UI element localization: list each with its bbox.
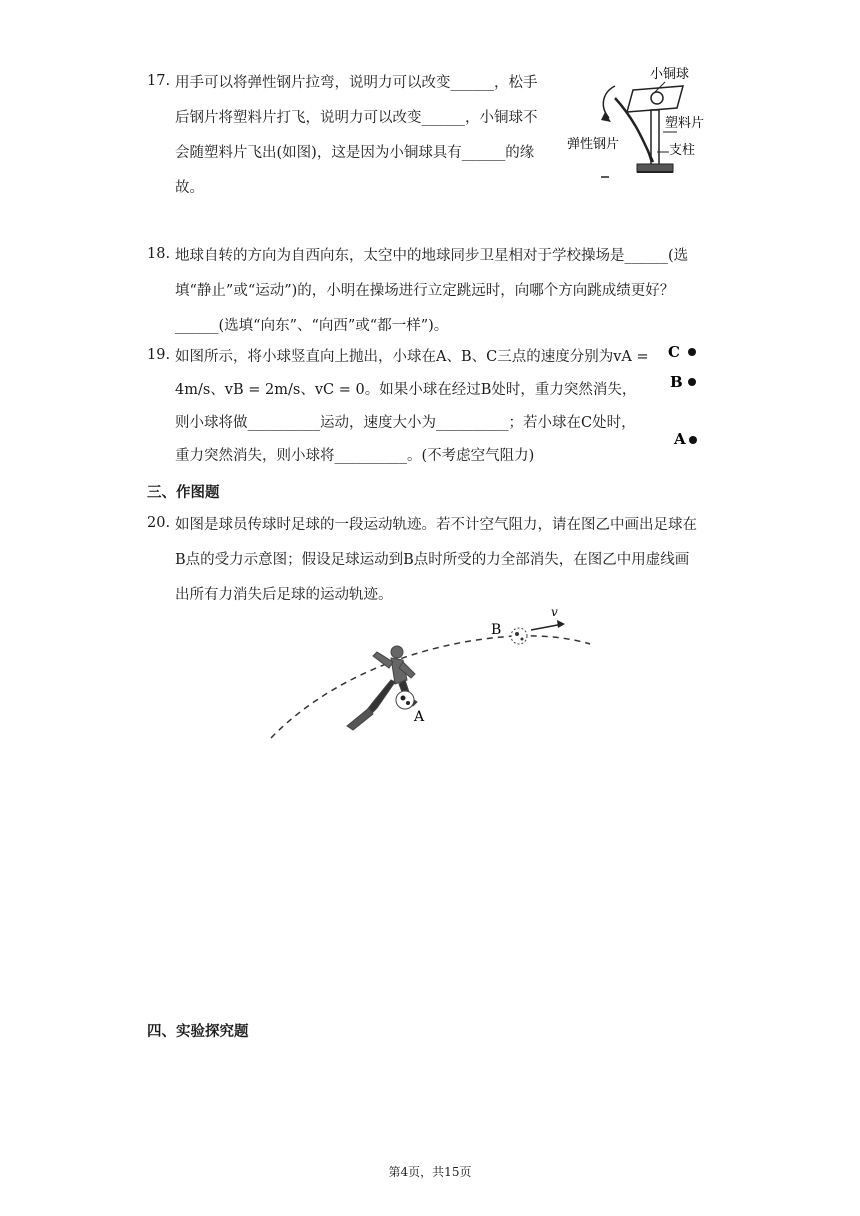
page-footer: 第4页，共15页 <box>388 1165 472 1179</box>
question-20 <box>147 512 727 612</box>
ball-points-figure <box>665 338 710 453</box>
section-title: 四、实验探究题 <box>147 1023 249 1040</box>
question-text-line: 如图是球员传球时足球的一段运动轨迹。若不计空气阻力，请在图乙中画出足球在 <box>175 517 697 533</box>
question-17 <box>147 70 567 200</box>
figure-label-a: A <box>414 709 425 725</box>
question-number: 20. <box>147 515 171 531</box>
point-label-c: C <box>668 343 680 361</box>
question-text-line: 重力突然消失，则小球将__________。(不考虑空气阻力) <box>175 448 535 464</box>
point-label-b: B <box>670 373 683 391</box>
figure-label-v: v <box>551 605 558 619</box>
question-number: 19. <box>147 347 171 363</box>
question-text-line: 会随塑料片飞出(如图)，这是因为小铜球具有______的缘 <box>175 145 535 161</box>
question-text-line: B点的受力示意图；假设足球运动到B点时所受的力全部消失，在图乙中用虚线画 <box>175 552 690 568</box>
question-number: 17. <box>147 73 171 89</box>
question-19 <box>147 344 667 474</box>
figure-label-ball: 小铜球 <box>650 67 690 82</box>
player-figure <box>347 646 417 730</box>
question-text-line: ______(选填“向东”、“向西”或“都一样”)。 <box>175 318 449 334</box>
question-number: 18. <box>147 246 171 262</box>
figure-label-pillar: 支柱 <box>669 143 696 158</box>
question-text-line: 后钢片将塑料片打飞，说明力可以改变______，小铜球不 <box>175 110 538 126</box>
figure-label-plastic: 塑料片 <box>665 116 705 131</box>
figure-label-steel: 弹性钢片 <box>567 137 620 152</box>
question-18 <box>147 243 727 343</box>
question-text-line: 地球自转的方向为自西向东，太空中的地球同步卫星相对于学校操场是______(选 <box>175 248 689 264</box>
question-text-line: 出所有力消失后足球的运动轨迹。 <box>175 587 393 603</box>
point-label-a: A <box>674 430 686 448</box>
question-text-line: 4m/s、vB = 2m/s、vC = 0。如果小球在经过B处时，重力突然消失， <box>175 382 637 398</box>
steel-plate-figure <box>565 60 705 185</box>
figure-label-b: B <box>491 622 502 638</box>
question-text-line: 故。 <box>175 180 204 196</box>
section-title: 三、作图题 <box>147 484 220 501</box>
question-text-line: 用手可以将弹性钢片拉弯，说明力可以改变______，松手 <box>175 75 538 91</box>
question-text-line: 填“静止”或“运动”)的，小明在操场进行立定跳远时，向哪个方向跳成绩更好？ <box>175 283 675 299</box>
question-text-line: 如图所示，将小球竖直向上抛出，小球在A、B、C三点的速度分别为vA = <box>175 349 649 365</box>
question-text-line: 则小球将做__________运动，速度大小为__________；若小球在C处时， <box>175 415 636 431</box>
football-trajectory-figure <box>265 602 600 747</box>
